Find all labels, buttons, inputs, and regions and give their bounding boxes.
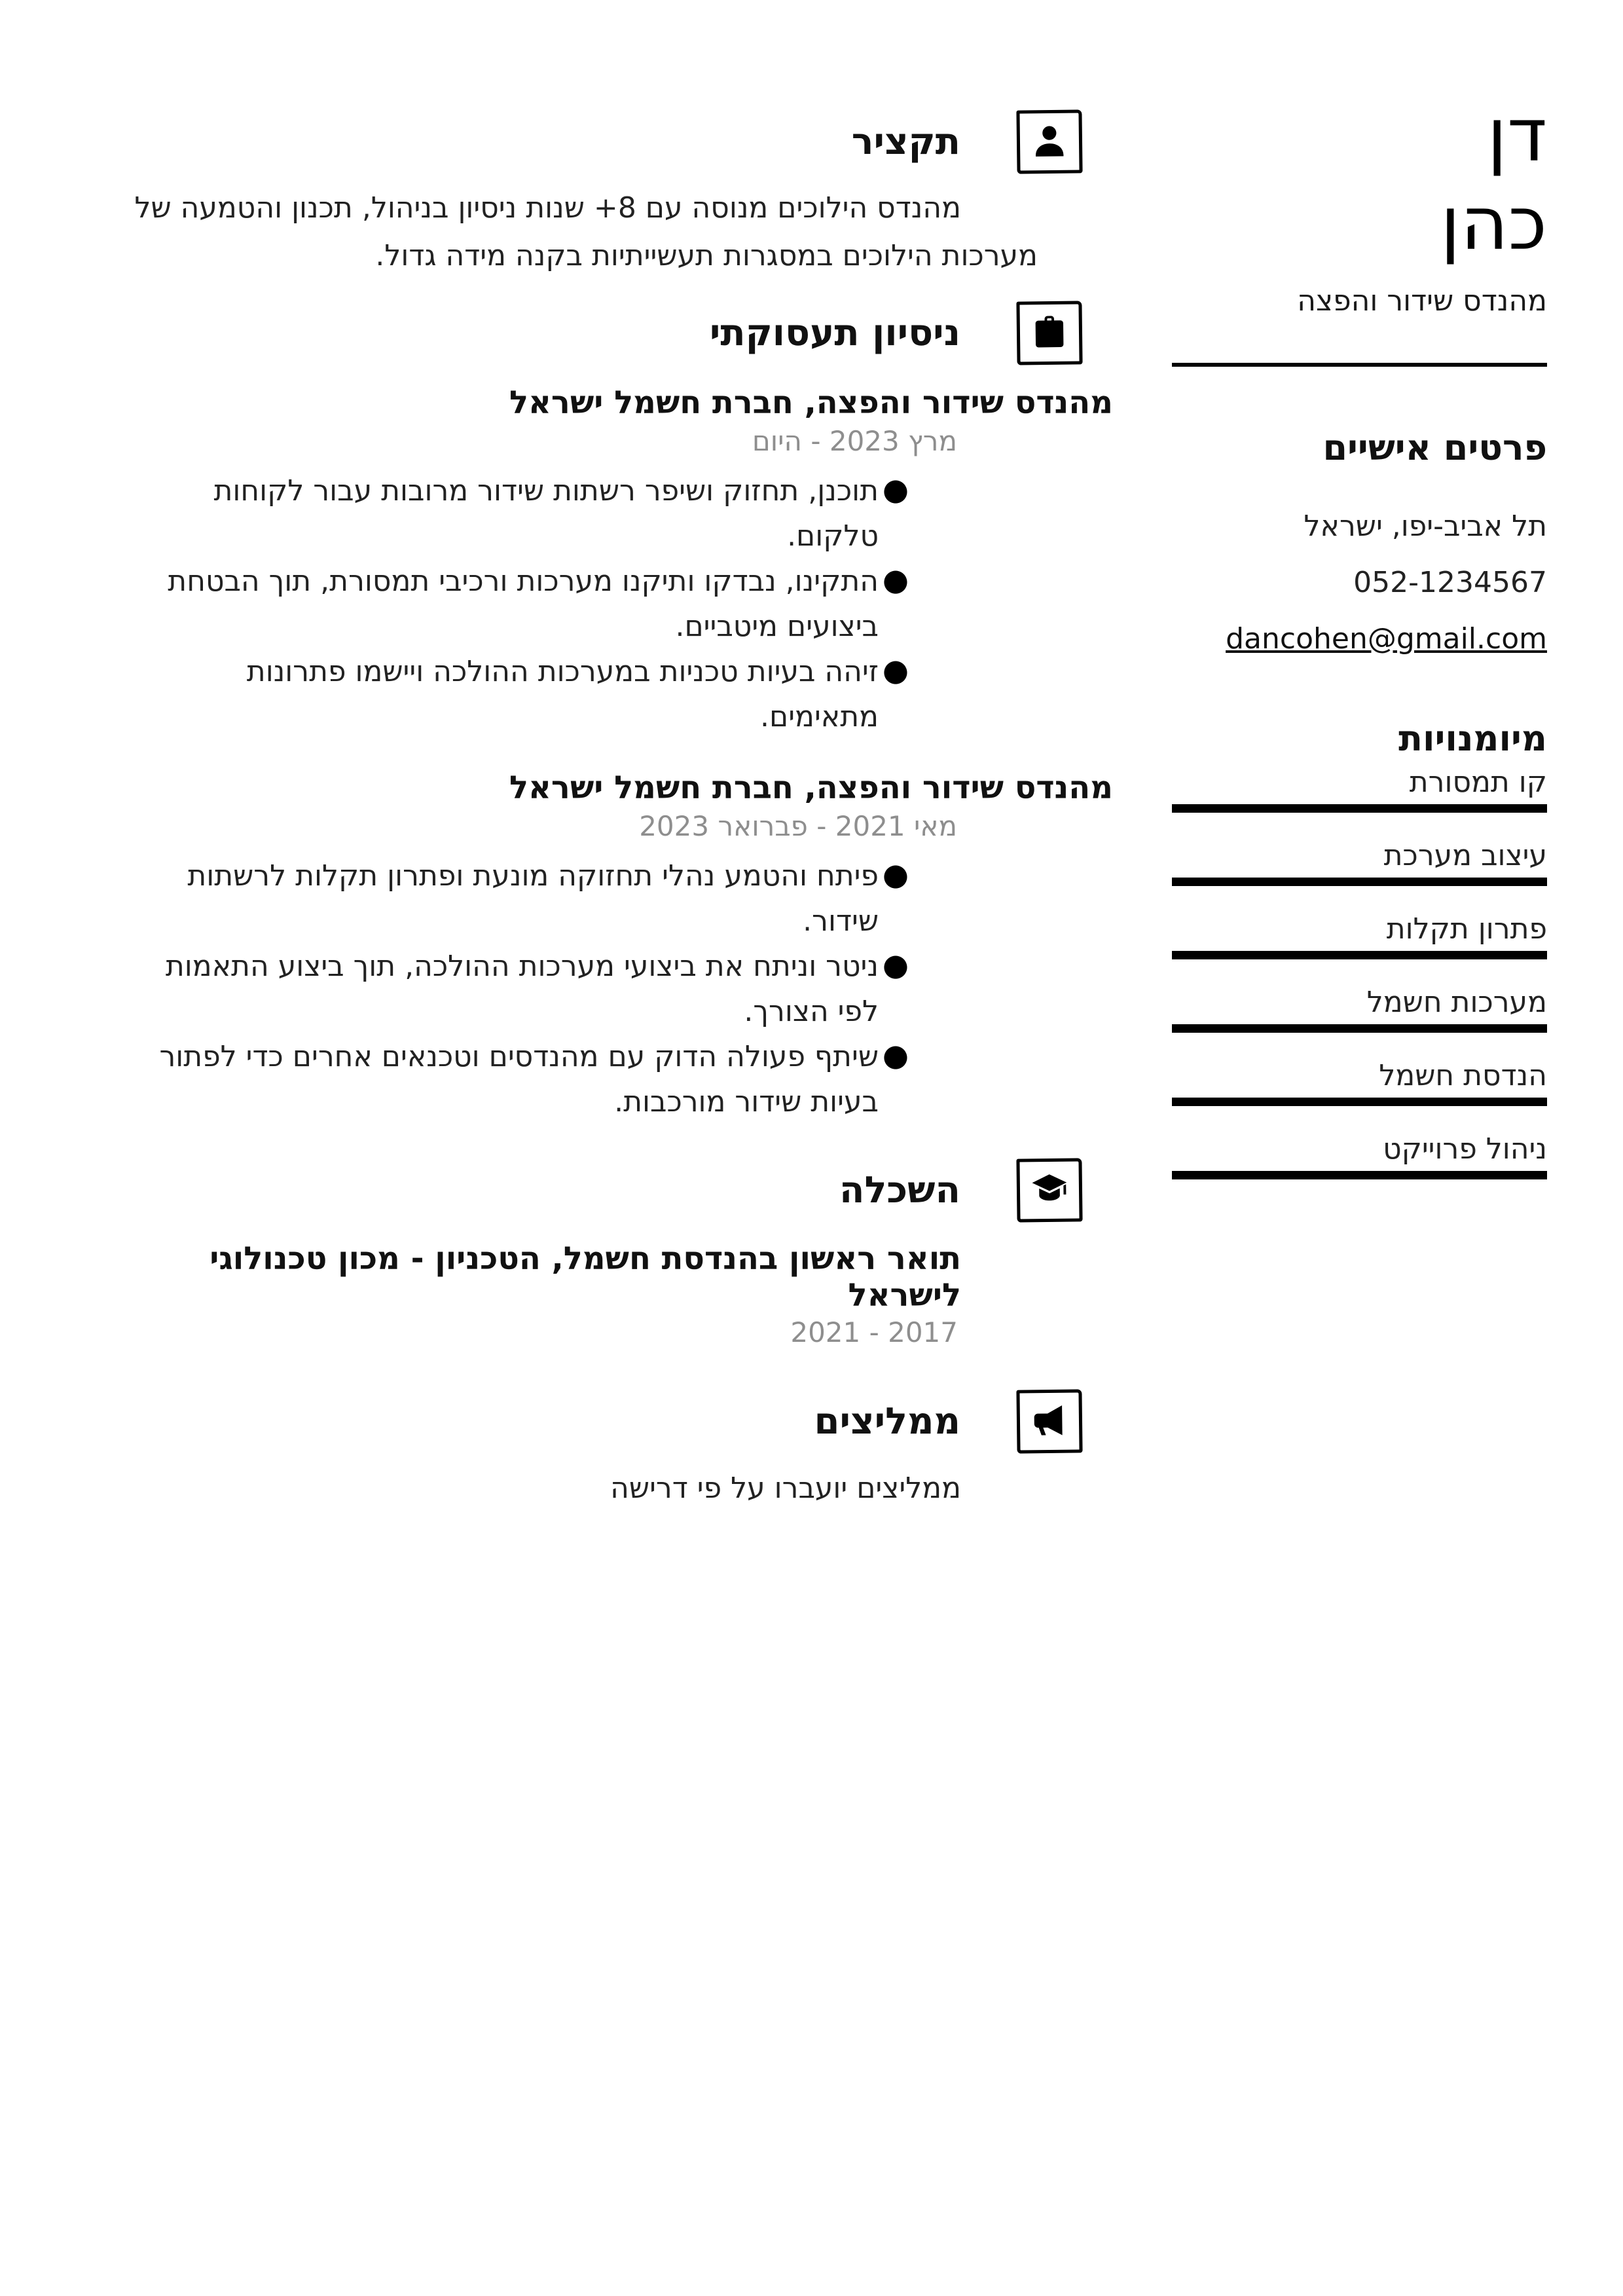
job-bullet: ● ניטר וניתח את ביצועי מערכות ההולכה, תוך ביצוע התאמות לפי הצורך.: [134, 944, 909, 1034]
job-date: מרץ 2023 - היום: [752, 425, 957, 457]
graduation-cap-icon: [1029, 1168, 1070, 1212]
skill-item: [1172, 1060, 1547, 1106]
location-text: תל אביב-יפו, ישראל: [1304, 509, 1547, 543]
skill-item: [1172, 986, 1547, 1033]
skill-label: הנדסת חשמל: [1379, 1059, 1547, 1092]
person-name: [1172, 92, 1547, 268]
job-bullet: ● תוכנן, תחזוק ושיפר רשתות שידור מרובות עבור לקוחות טלקום.: [134, 468, 909, 559]
bullet-dot-icon: ●: [882, 947, 909, 982]
skill-bar: [1172, 1098, 1547, 1106]
bullet-dot-icon: ●: [882, 652, 909, 688]
education-heading: השכלה: [839, 1168, 960, 1212]
skill-label: מערכות חשמל: [1366, 986, 1547, 1019]
skill-item: [1172, 766, 1547, 813]
megaphone-icon: [1029, 1399, 1070, 1443]
education-icon-box: [1016, 1158, 1082, 1222]
references-heading: ממליצים: [814, 1399, 960, 1443]
briefcase-icon: [1029, 311, 1070, 355]
email-link-wrapper: [1172, 621, 1547, 657]
summary-icon-box: [1016, 109, 1082, 174]
job-title: מהנדס שידור והפצה, חברת חשמל ישראל: [509, 769, 1113, 806]
experience-icon-box: [1016, 301, 1082, 365]
references-icon-box: [1016, 1389, 1082, 1453]
sidebar-divider: [1172, 363, 1547, 367]
last-name: כהן: [1440, 181, 1547, 267]
skill-bar: [1172, 804, 1547, 813]
bullet-dot-icon: ●: [882, 1037, 909, 1073]
user-icon: [1029, 120, 1070, 164]
sidebar-column: [1172, 92, 1547, 1206]
skills-heading: מיומנויות: [1398, 718, 1547, 759]
skill-bar: [1172, 951, 1547, 959]
skills-list: [1172, 766, 1547, 1179]
degree-title: תואר ראשון בהנדסת חשמל, הטכניון - מכון טכנולוגי לישראל: [210, 1240, 961, 1314]
skill-item: [1172, 840, 1547, 886]
experience-heading: ניסיון תעסוקתי: [709, 311, 960, 354]
job-bullet: ● התקינו, נבדקו ותיקנו מערכות ורכיבי תמסורת, תוך הבטחת ביצועים מיטביים.: [134, 559, 909, 649]
skill-label: עיצוב מערכת: [1383, 839, 1547, 872]
main-column: [134, 92, 1113, 1507]
personal-details-heading: פרטים אישיים: [1322, 427, 1547, 468]
education-section-header: [134, 1158, 1113, 1222]
summary-heading: תקציר: [851, 120, 960, 163]
bullet-dot-icon: ●: [882, 857, 909, 892]
references-text: ממליצים יועברו על פי דרישה: [610, 1472, 961, 1505]
job-date: מאי 2021 - פברואר 2023: [639, 810, 957, 842]
job-bullet: ● שיתף פעולה הדוק עם מהנדסים וטכנאים אחרים כדי לפתור בעיות שידור מורכבות.: [134, 1034, 909, 1124]
education-date: 2017 - 2021: [790, 1316, 958, 1348]
job-bullet: ● זיהה בעיות טכניות במערכות ההולכה ויישמו פתרונות מתאימים.: [134, 649, 909, 739]
summary-text: מהנדס הילוכים מנוסה עם 8+ שנות ניסיון בניהול, תכנון והטמעה של מערכות הילוכים במסגרות תעשייתיות בקנה מידה גדול.: [134, 191, 1038, 272]
skill-item: [1172, 913, 1547, 959]
skill-label: פתרון תקלות: [1386, 912, 1547, 946]
email-link[interactable]: dancohen@gmail.com: [1226, 622, 1547, 656]
skill-label: קו תמסורת: [1409, 766, 1547, 799]
job-bullet-list: [134, 468, 1113, 739]
job-bullet-list: [134, 853, 1113, 1124]
person-job-title: מהנדס שידור והפצה: [1297, 284, 1547, 318]
references-section-header: [134, 1390, 1113, 1453]
bullet-dot-icon: ●: [882, 472, 909, 507]
skill-bar: [1172, 1024, 1547, 1033]
job-title: מהנדס שידור והפצה, חברת חשמל ישראל: [509, 384, 1113, 421]
job-bullet: ● פיתח והטמע נהלי תחזוקה מונעת ופתרון תקלות לרשתות שידור.: [134, 853, 909, 944]
skill-bar: [1172, 878, 1547, 886]
skill-bar: [1172, 1171, 1547, 1179]
experience-section-header: [134, 301, 1113, 365]
phone-text: 052-1234567: [1353, 566, 1547, 599]
skill-label: ניהול פרוייקט: [1383, 1132, 1547, 1166]
summary-section-header: [134, 110, 1113, 174]
bullet-dot-icon: ●: [882, 562, 909, 597]
first-name: דן: [1487, 93, 1547, 178]
skill-item: [1172, 1133, 1547, 1179]
